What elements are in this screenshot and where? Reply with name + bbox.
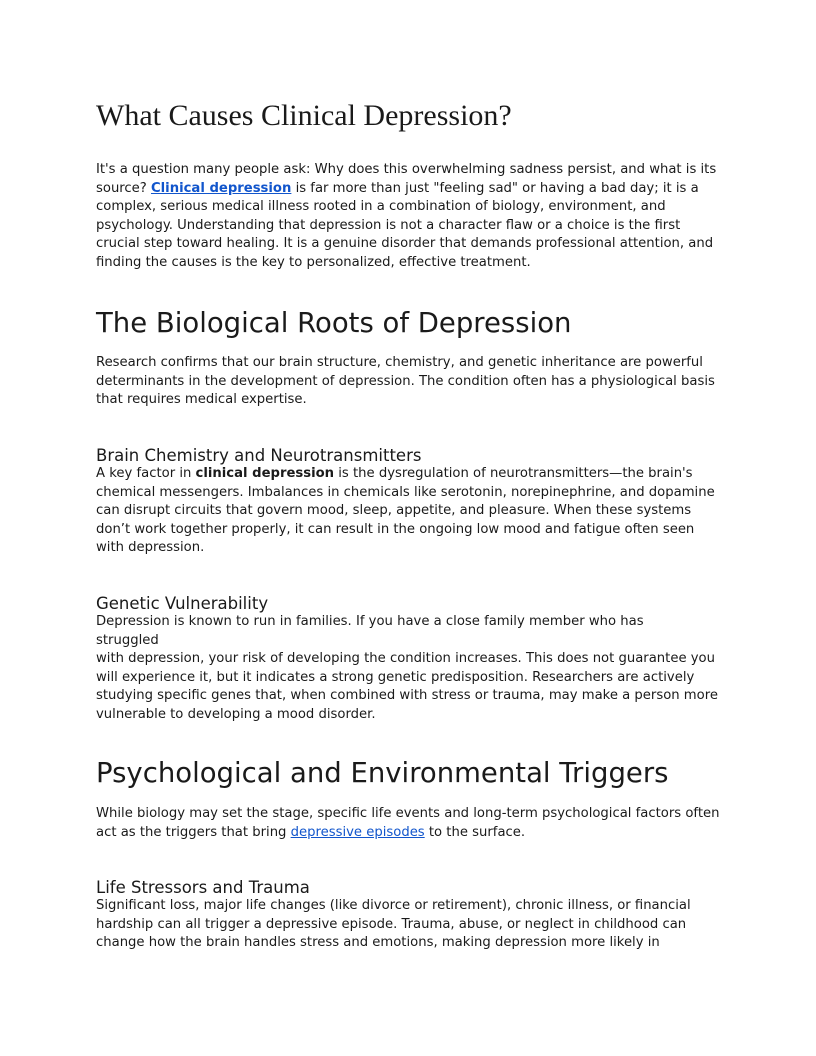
brain-chemistry-paragraph	[96, 465, 726, 558]
genetic-vulnerability-paragraph: with depression, your risk of developing the condition increases. This does not guarantee you will experience it, but it indicates a strong genetic predisposition. Researchers are actively studying specific genes that, when combined with stress or trauma, may make a person more vulnerable to developing a mood disorder.	[96, 651, 718, 722]
genetic-vulnerability-line1: Depression is known to run in families. If you have a close family member who has struggled	[96, 614, 644, 648]
psychological-triggers-paragraph	[96, 805, 726, 842]
intro-paragraph	[96, 161, 726, 273]
biological-roots-paragraph: Research confirms that our brain structure, chemistry, and genetic inheritance are powerful determinants in the development of depression. The condition often has a physiological basis that requires medical expertise.	[96, 355, 715, 408]
page-title: What Causes Clinical Depression?	[96, 99, 512, 132]
triggers-text-end: to the surface.	[424, 824, 526, 840]
intro-text-start: It's a question many people ask: Why does this overwhelming sadness persist, and what is its source?	[96, 162, 717, 196]
life-stressors-paragraph: Significant loss, major life changes (like divorce or retirement), chronic illness, or financial hardship can all trigger a depressive episode. Trauma, abuse, or neglect in childhood can change how the brain handles stress and emotions, making depression more likely in	[96, 898, 691, 951]
intro-text-end: is far more than just "feeling sad" or having a bad day; it is a complex, serious medical illness rooted in a combination of biology, environment, and psychology. Understanding that depression is not a character flaw or a choice is the first crucial step toward healing. It is a genuine disorder that demands professional attention, and finding the causes is the key to personalized, effective treatment.	[96, 180, 714, 270]
depressive-episodes-link[interactable]: depressive episodes	[290, 824, 425, 840]
brain-chemistry-text-end: is the dysregulation of neurotransmitters—the brain's chemical messengers. Imbalances in chemicals like serotonin, norepinephrine, and dopamine can disrupt circuits that govern mood, sleep, appetite, and pleasure. When these systems don’t work together properly, it can result in the ongoing low mood and fatigue often seen with depression.	[96, 466, 715, 556]
section-heading-psychological-triggers: Psychological and Environmental Triggers	[96, 757, 669, 789]
clinical-depression-bold: clinical depression	[195, 466, 335, 481]
clinical-depression-link[interactable]: Clinical depression	[150, 180, 292, 196]
subheading-life-stressors: Life Stressors and Trauma	[96, 878, 310, 897]
brain-chemistry-text-start: A key factor in	[96, 466, 196, 481]
subheading-brain-chemistry: Brain Chemistry and Neurotransmitters	[96, 446, 422, 465]
subheading-genetic-vulnerability: Genetic Vulnerability	[96, 594, 269, 613]
triggers-text-start: While biology may set the stage, specific life events and long-term psychological factors often act as the triggers that bring	[96, 806, 720, 840]
section-heading-biological-roots: The Biological Roots of Depression	[96, 307, 572, 339]
